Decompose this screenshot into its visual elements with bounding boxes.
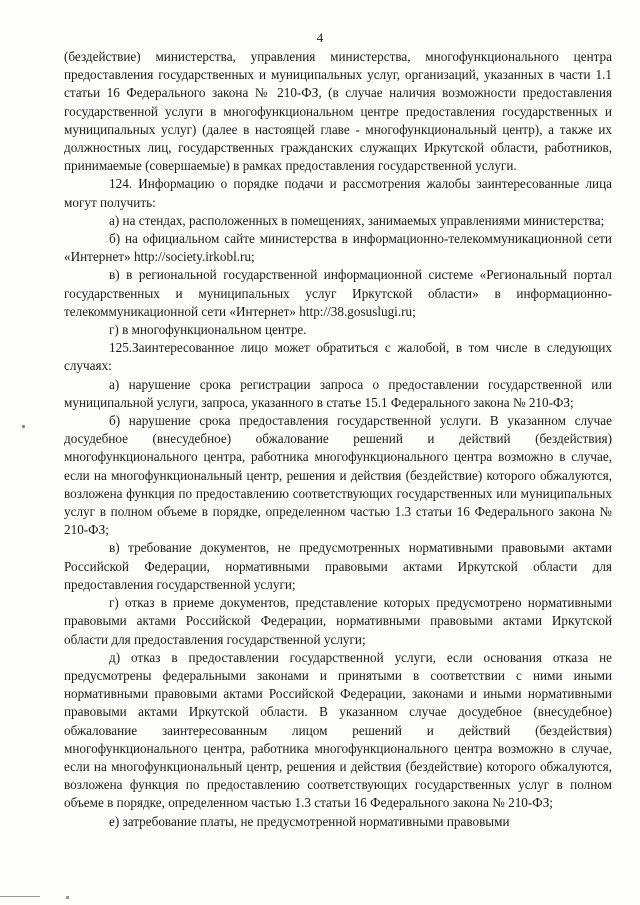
paragraph-125: 125.Заинтересованное лицо может обратиться с жалобой, в том числе в следующих случаях:	[64, 340, 612, 374]
paragraph-125-d: д) отказ в предоставлении государственной услуги, если основания отказа не предусмотрены федеральными законами и принятыми в соответствии с ними иными нормативными правовыми актами Российской Федерации, законами и иными нормативными правовыми актами Иркутской области. В указанном случае досудебное (внесудебное) обжалование заинтересованным лицом решений и действий (бездействия) многофункционального центра, работника многофункционального центра возможно в случае, если на многофункциональный центр, решения и действия (бездействие) которого обжалуются, возложена функция по предоставлению соответствующих государственных услуг в полном объеме в порядке, определенном частью 1.3 статьи 16 Федерального закона № 210-ФЗ;	[64, 649, 612, 811]
paragraph-124-g: г) в многофункциональном центре.	[109, 322, 307, 338]
paragraph-continuation: (бездействие) министерства, управления министерства, многофункционального центра предоставления государственных и муниципальных услуг, организаций, указанных в части 1.1 статьи 16 Федерального закона № 210-ФЗ, (в случае наличия возможности предоставления государственной услуги в многофункциональном центре предоставления государственных и муниципальных услуг) (далее в настоящей главе - многофункциональный центр), а также их должностных лиц, государственных гражданских служащих Иркутской области, работников, принимаемые (совершаемые) в рамках предоставления государственной услуги.	[64, 49, 612, 174]
paragraph-125-g: г) отказ в приеме документов, представление которых предусмотрено нормативными правовыми актами Российской Федерации, нормативными правовыми актами Иркутской области для предоставления государственной услуги;	[64, 595, 612, 647]
footer-rule	[0, 896, 40, 897]
paragraph-124-b: б) на официальном сайте министерства в информационно-телекоммуникационной сети «Интернет» http://society.irkobl.ru;	[64, 231, 612, 265]
paragraph-125-b: б) нарушение срока предоставления государственной услуги. В указанном случае досудебное (внесудебное) обжалование решений и действий (бездействия) многофункционального центра, работника многофункционального центра возможно в случае, если на многофункциональный центр, решения и действия (бездействие) которого обжалуются, возложена функция по предоставлению соответствующих государственных или муниципальных услуг в полном объеме в порядке, определенном частью 1.3 статьи 16 Федерального закона № 210-ФЗ;	[64, 413, 612, 538]
scan-speck	[22, 425, 25, 428]
footer-mark	[66, 896, 69, 899]
paragraph-124: 124. Информацию о порядке подачи и рассмотрения жалобы заинтересованные лица могут получить:	[64, 176, 612, 210]
paragraph-125-v: в) требование документов, не предусмотренных нормативными правовыми актами Российской Федерации, нормативными правовыми актами Иркутской области для предоставления государственной услуги;	[64, 540, 612, 592]
paragraph-125-a: а) нарушение срока регистрации запроса о предоставлении государственной или муниципальной услуги, запроса, указанного в статье 15.1 Федерального закона № 210-ФЗ;	[64, 376, 612, 410]
paragraph-125-e: е) затребование платы, не предусмотренной нормативными правовыми	[109, 813, 510, 829]
page-number: 4	[316, 30, 324, 45]
paragraph-124-v: в) в региональной государственной информационной системе «Региональный портал государственных и муниципальных услуг Иркутской области» в информационно-телекоммуникационной сети «Интернет» http://38.gosuslugi.ru;	[64, 267, 612, 319]
paragraph-124-a: а) на стендах, расположенных в помещениях, занимаемых управлениями министерства;	[109, 212, 605, 228]
document-body	[64, 48, 612, 831]
